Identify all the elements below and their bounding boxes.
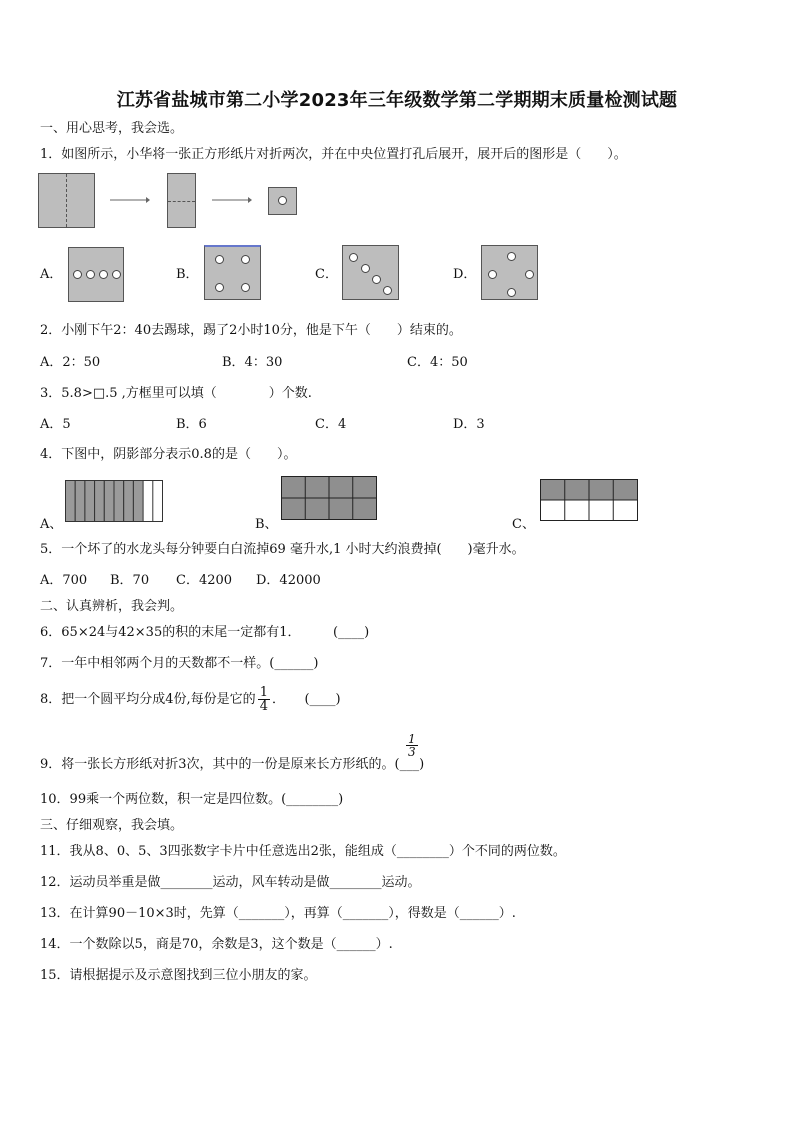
q1-option-b-figure[interactable] xyxy=(204,245,261,300)
q1-option-c-label[interactable]: C． xyxy=(315,267,338,282)
question-8: 8．把一个圆平均分成4份,每份是它的 $\frac{1}{4}$ ． (____) xyxy=(40,685,341,714)
section-1-heading: 一、用心思考，我会选。 xyxy=(40,121,184,136)
q1-option-c-figure[interactable] xyxy=(342,245,399,300)
question-3: 3．5.8>□.5 ,方框里可以填（ ）个数. xyxy=(40,386,312,401)
fraction-one-quarter: $\frac{1}{4}$ xyxy=(259,685,268,714)
q3-option-b[interactable]: B．6 xyxy=(176,417,207,432)
q3-option-a[interactable]: A．5 xyxy=(40,417,71,432)
fraction-one-third: $\frac{1}{3}$ xyxy=(408,732,416,759)
paper-square-unfolded xyxy=(38,173,95,228)
section-3-heading: 三、仔细观察，我会填。 xyxy=(40,818,184,833)
q1-option-a-figure[interactable] xyxy=(68,247,124,302)
arrow-right-icon xyxy=(110,195,150,205)
arrow-right-icon xyxy=(212,195,252,205)
section-2-heading: 二、认真辨析，我会判。 xyxy=(40,599,184,614)
q1-option-d-figure[interactable] xyxy=(481,245,538,300)
paper-folded-once xyxy=(167,173,196,228)
question-5: 5．一个坏了的水龙头每分钟要白白流掉69 毫升水,1 小时大约浪费掉( )毫升水。 xyxy=(40,542,525,557)
q1-option-d-label[interactable]: D． xyxy=(453,267,477,282)
q5-option-a[interactable]: A．700 xyxy=(40,573,88,588)
q5-option-d[interactable]: D．42000 xyxy=(256,573,321,588)
q4-option-c-label[interactable]: C、 xyxy=(512,517,535,532)
q4-option-b-label[interactable]: B、 xyxy=(255,517,278,532)
q4-option-a-figure[interactable] xyxy=(65,480,163,522)
question-12: 12．运动员举重是做________运动，风车转动是做________运动。 xyxy=(40,875,421,890)
question-15: 15．请根据提示及示意图找到三位小朋友的家。 xyxy=(40,968,317,983)
q2-option-c[interactable]: C．4：50 xyxy=(407,355,468,370)
q4-option-a-label[interactable]: A、 xyxy=(40,517,63,532)
question-14: 14．一个数除以5，商是70，余数是3，这个数是（______）. xyxy=(40,937,393,952)
question-2: 2．小刚下午2：40去踢球，踢了2小时10分，他是下午（ ）结束的。 xyxy=(40,323,462,338)
q5-option-b[interactable]: B．70 xyxy=(110,573,150,588)
q2-option-a[interactable]: A．2：50 xyxy=(40,355,101,370)
question-6: 6．65×24与42×35的积的末尾一定都有1． (____) xyxy=(40,625,370,640)
q1-option-a-label[interactable]: A． xyxy=(40,267,63,282)
paper-folded-twice-punched xyxy=(268,187,297,215)
question-10: 10．99乘一个两位数，积一定是四位数。(________) xyxy=(40,792,344,807)
question-4: 4．下图中，阴影部分表示0.8的是（ ）。 xyxy=(40,447,297,462)
q1-option-b-label[interactable]: B． xyxy=(176,267,199,282)
q3-option-c[interactable]: C．4 xyxy=(315,417,347,432)
q5-option-c[interactable]: C．4200 xyxy=(176,573,233,588)
q4-option-b-figure[interactable] xyxy=(281,476,377,520)
punched-hole xyxy=(278,196,287,205)
q3-option-d[interactable]: D．3 xyxy=(453,417,485,432)
question-1: 1．如图所示，小华将一张正方形纸片对折两次，并在中央位置打孔后展开，展开后的图形是（ ）。 xyxy=(40,147,627,162)
q2-option-b[interactable]: B．4：30 xyxy=(222,355,283,370)
question-11: 11．我从8、0、5、3四张数字卡片中任意选出2张，能组成（________）个不同的两位数。 xyxy=(40,844,566,859)
question-13: 13．在计算90－10×3时，先算（_______），再算（_______），得数是（______）. xyxy=(40,906,516,921)
question-7: 7．一年中相邻两个月的天数都不一样。(______) xyxy=(40,656,319,671)
q4-option-c-figure[interactable] xyxy=(540,479,638,521)
page-title: 江苏省盐城市第二小学2023年三年级数学第二学期期末质量检测试题 xyxy=(116,90,678,111)
question-9: 9．将一张长方形纸对折3次，其中的一份是原来长方形纸的。(___) xyxy=(40,757,425,772)
